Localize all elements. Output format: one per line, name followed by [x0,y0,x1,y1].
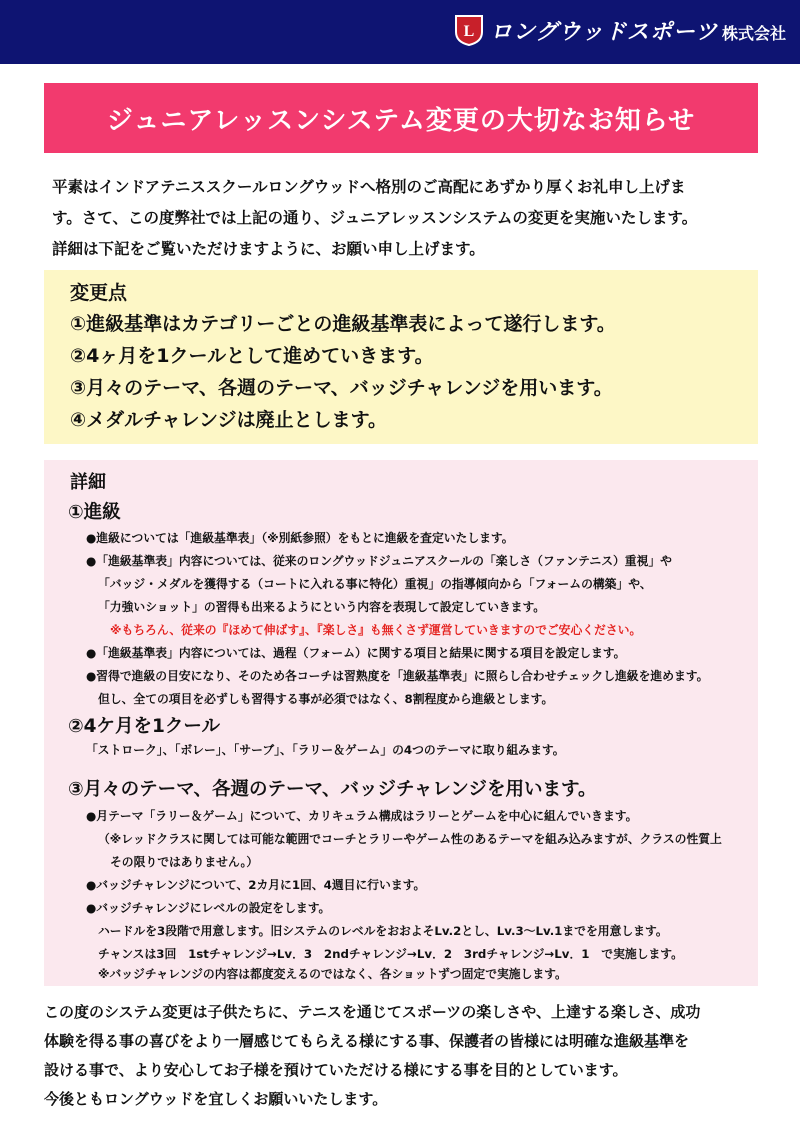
detail-line: ※バッジチャレンジの内容は都度変えるのではなく、各ショットずつ固定で実施します。 [98,967,567,981]
intro-line: 平素はインドアテニススクールロングウッドへ格別のご高配にあずかり厚くお礼申し上げま [52,178,686,196]
section-title-cycle: ②4ケ月を1クール [68,716,221,737]
change-item: ②4ヶ月を1クールとして進めていきます。 [70,345,434,367]
company-suffix: 株式会社 [721,23,786,43]
details-heading: 詳細 [70,472,106,493]
detail-line: 「力強いショット」の習得も出来るようにという内容を表現して設定していきます。 [98,600,546,614]
detail-line: ●「進級基準表」内容については、過程（フォーム）に関する項目と結果に関する項目を設定します。 [86,646,626,660]
detail-line: 「ストローク」、「ボレー」、「サーブ」、「ラリー＆ゲーム」の4つのテーマに取り組みます。 [86,743,565,757]
change-item: ①進級基準はカテゴリーごとの進級基準表によって遂行します。 [70,313,616,335]
company-logo [454,14,786,46]
detail-line: ●バッジチャレンジにレベルの設定をします。 [86,901,331,915]
company-name: ロングウッドスポーツ [489,19,718,45]
section-title-promotion: ①進級 [68,502,121,523]
changes-list [70,308,616,436]
intro-paragraph [52,173,762,266]
detail-line: ●月テーマ「ラリー＆ゲーム」について、カリキュラム構成はラリーとゲームを中心に組んでいきます。 [86,809,638,823]
section-title-themes: ③月々のテーマ、各週のテーマ、バッジチャレンジを用います。 [68,779,597,800]
detail-line: 「バッジ・メダルを獲得する（コートに入れる事に特化）重視」の指導傾向から「フォームの構築」や、 [98,577,652,591]
detail-line: ●「進級基準表」内容については、従来のロングウッドジュニアスクールの「楽しさ（ファンテニス）重視」や [86,554,672,568]
changes-heading: 変更点 [70,282,128,304]
change-item: ④メダルチャレンジは廃止とします。 [70,409,388,431]
closing-line: この度のシステム変更は子供たちに、テニスを通じてスポーツの楽しさや、上達する楽しさ、成功 [44,1003,701,1021]
intro-line: す。さて、この度弊社では上記の通り、ジュニアレッスンシステムの変更を実施いたします。 [52,209,698,227]
closing-paragraph [44,998,784,1114]
detail-line: ●バッジチャレンジについて、2カ月に1回、4週目に行います。 [86,878,426,892]
detail-note-red: ※もちろん、従来の『ほめて伸ばす』、『楽しさ』も無くさず運営していきますのでご安心ください。 [110,623,642,637]
header-bar [0,0,800,64]
detail-line: ハードルを3段階で用意します。旧システムのレベルをおおよそLv.2とし、Lv.3～Lv.1までを用意します。 [98,924,668,938]
details-box [44,460,758,986]
detail-line: 但し、全ての項目を必ずしも習得する事が必須ではなく、8割程度から進級とします。 [98,692,554,706]
title-banner [44,83,758,153]
closing-line: 設ける事で、より安心してお子様を預けていただける様にする事を目的としています。 [44,1061,628,1079]
shield-logo-icon [454,14,484,46]
changes-box [44,270,758,444]
closing-line: 体験を得る事の喜びをより一層感じてもらえる様にする事、保護者の皆様には明確な進級基準を [44,1032,690,1050]
change-item: ③月々のテーマ、各週のテーマ、バッジチャレンジを用います。 [70,377,613,399]
detail-line: その限りではありません。） [110,855,259,869]
closing-line: 今後ともロングウッドを宜しくお願いいたします。 [44,1090,388,1108]
intro-line: 詳細は下記をご覧いただけますように、お願い申し上げます。 [52,240,485,258]
logo-letter: L [463,23,475,40]
detail-line: ●進級については「進級基準表」（※別紙参照）をもとに進級を査定いたします。 [86,531,514,545]
page-title: ジュニアレッスンシステム変更の大切なお知らせ [106,105,696,136]
detail-line: （※レッドクラスに関しては可能な範囲でコーチとラリーやゲーム性のあるテーマを組み込みますが、クラスの性質上 [98,832,722,846]
detail-line: ●習得で進級の目安になり、そのため各コーチは習熟度を「進級基準表」に照らし合わせチェックし進級を進めます。 [86,669,709,683]
detail-line: チャンスは3回 1stチャレンジ→Lv．3 2ndチャレンジ→Lv．2 3rdチャレンジ→Lv．1 で実施します。 [98,947,683,961]
